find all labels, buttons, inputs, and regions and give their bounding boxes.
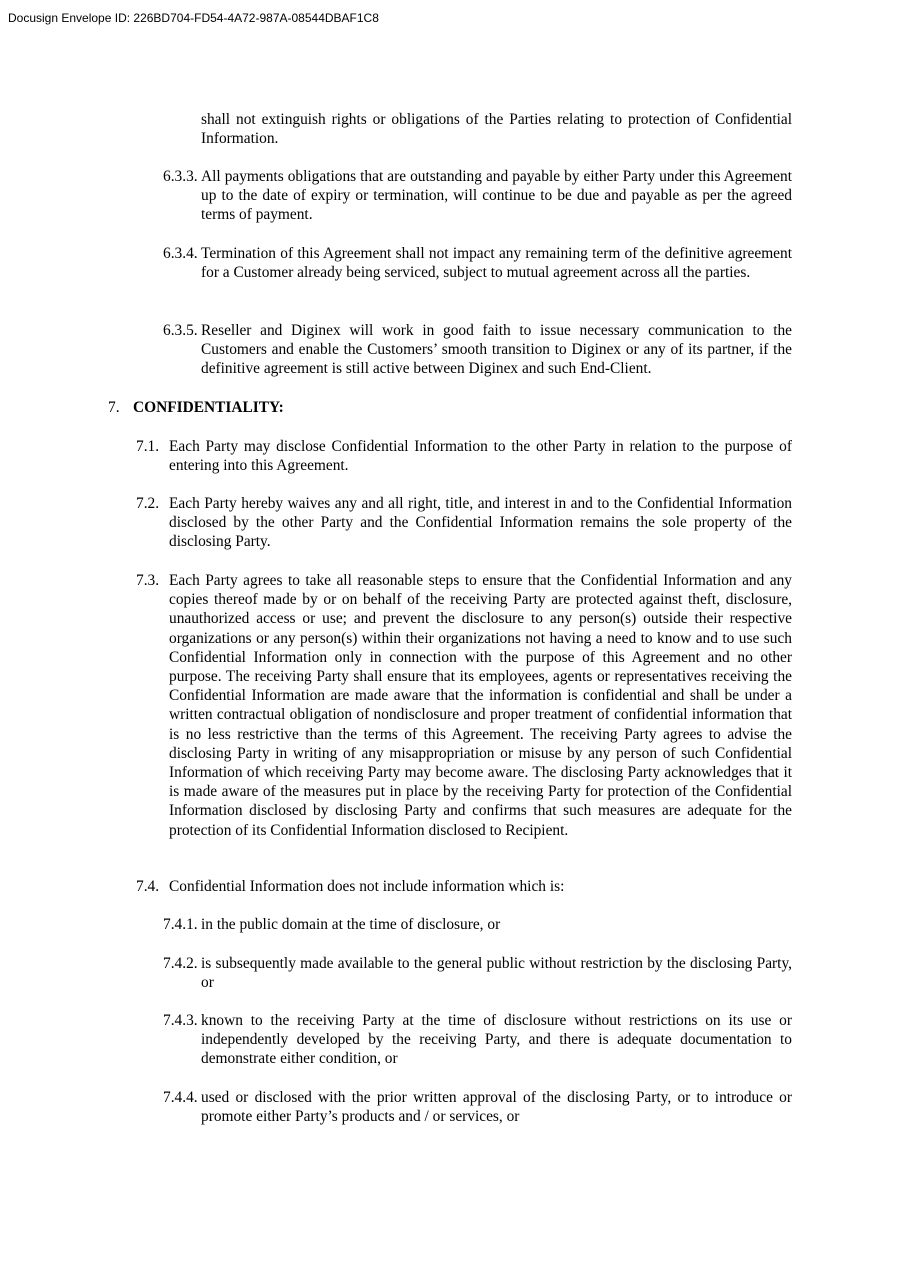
section-number: 7. xyxy=(108,399,120,416)
subclause-number: 7.4.2. xyxy=(163,955,198,972)
section-title: CONFIDENTIALITY: xyxy=(133,399,284,416)
clause-text: Each Party may disclose Confidential Information to the other Party in relation to the purpose of entering into this Agreement. xyxy=(169,438,792,475)
subclause-text: is subsequently made available to the general public without restriction by the disclosing Party, or xyxy=(201,955,792,992)
clause-number: 7.4. xyxy=(136,878,160,895)
subclause-text: known to the receiving Party at the time of disclosure without restrictions on its use or independently developed by the receiving Party, and there is adequate documentation to demonstrate either condition, or xyxy=(201,1012,792,1068)
clause-number: 7.1. xyxy=(136,438,160,455)
subclause-number: 7.4.1. xyxy=(163,916,198,933)
clause-number: 7.2. xyxy=(136,495,160,512)
clause-number: 7.3. xyxy=(136,572,160,589)
clause-text: Termination of this Agreement shall not impact any remaining term of the definitive agreement for a Customer already being serviced, subject to mutual agreement across all the parties. xyxy=(201,245,792,282)
intro-paragraph: shall not extinguish rights or obligations of the Parties relating to protection of Confidential Information. xyxy=(201,111,792,148)
envelope-id: Docusign Envelope ID: 226BD704-FD54-4A72-987A-08544DBAF1C8 xyxy=(8,11,379,25)
clause-number: 6.3.3. xyxy=(163,168,198,185)
clause-text: Each Party agrees to take all reasonable steps to ensure that the Confidential Information and any copies thereof made by or on behalf of the receiving Party are protected against theft, disclosure, unauthorized access or use; and prevent the disclosure to any person(s) outside their respective organizations or any person(s) within their organizations not having a need to know and to use such Confidential Information only in connection with the purpose of this Agreement and no other purpose. The receiving Party shall ensure that its employees, agents or representatives receiving the Confidential Information are made aware that the information is confidential and shall be under a written contractual obligation of nondisclosure and proper treatment of confidential information that is no less restrictive than the terms of this Agreement. The receiving Party agrees to advise the disclosing Party in writing of any misappropriation or misuse by any person of such Confidential Information of which receiving Party may become aware. The disclosing Party acknowledges that it is made aware of the measures put in place by the receiving Party for protection of the Confidential Information disclosed by disclosing Party and confirms that such measures are adequate for the protection of its Confidential Information disclosed to Recipient. xyxy=(169,572,792,839)
clause-text: Each Party hereby waives any and all right, title, and interest in and to the Confidential Information disclosed by the other Party and the Confidential Information remains the sole property of the disclosing Party. xyxy=(169,495,792,551)
clause-number: 6.3.5. xyxy=(163,322,198,339)
subclause-number: 7.4.3. xyxy=(163,1012,198,1029)
subclause-text: used or disclosed with the prior written approval of the disclosing Party, or to introduce or promote either Party’s products and / or services, or xyxy=(201,1089,792,1126)
clause-number: 6.3.4. xyxy=(163,245,198,262)
clause-text: Reseller and Diginex will work in good faith to issue necessary communication to the Customers and enable the Customers’ smooth transition to Diginex or any of its partner, if the definitive agreement is still active between Diginex and such End-Client. xyxy=(201,322,792,378)
section-heading xyxy=(133,398,284,417)
subclause-text: in the public domain at the time of disclosure, or xyxy=(201,916,501,933)
clause-text: Confidential Information does not include information which is: xyxy=(169,878,565,895)
subclause-number: 7.4.4. xyxy=(163,1089,198,1106)
clause-text: All payments obligations that are outstanding and payable by either Party under this Agreement up to the date of expiry or termination, will continue to be due and payable as per the agreed terms of payment. xyxy=(201,168,792,224)
